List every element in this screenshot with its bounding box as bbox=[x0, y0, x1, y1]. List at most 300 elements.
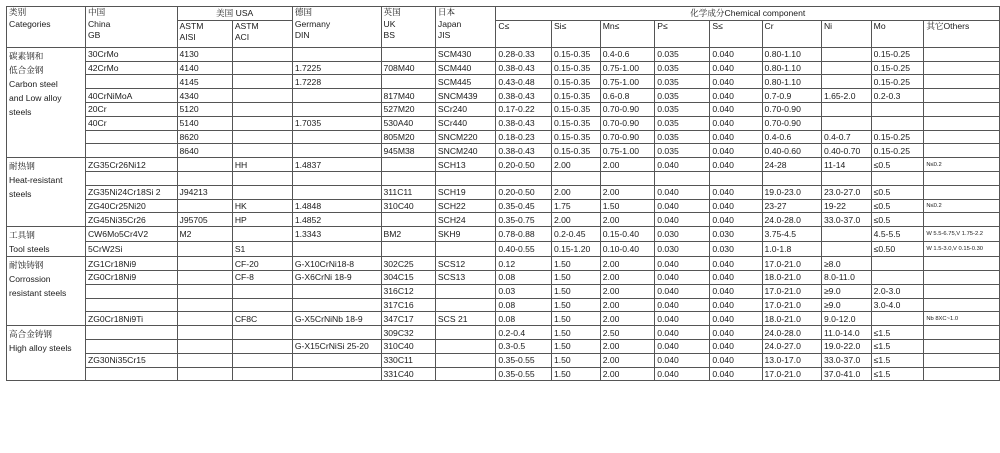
cell-si: 0.15-0.35 bbox=[551, 102, 600, 116]
cell-germany-din: G-X6CrNi 18-9 bbox=[292, 270, 381, 284]
table-row bbox=[7, 47, 1000, 61]
cell-p: 0.035 bbox=[655, 130, 710, 144]
table-row bbox=[7, 89, 1000, 103]
cell-ni bbox=[821, 75, 871, 89]
table-row bbox=[7, 213, 1000, 227]
cell-china-gb: ZG1Cr18Ni9 bbox=[85, 257, 177, 271]
cell-usa-aisi bbox=[177, 298, 232, 312]
cell-mo: 3.0-4.0 bbox=[871, 298, 924, 312]
table-row bbox=[7, 199, 1000, 213]
cell-cr: 17.0-21.0 bbox=[762, 298, 821, 312]
cell-uk-bs: 331C40 bbox=[381, 367, 435, 381]
cell-cr: 23-27 bbox=[762, 199, 821, 213]
cell-usa-aisi bbox=[177, 171, 232, 185]
category-label-line: resistant steels bbox=[9, 288, 67, 299]
cell-mo: ≤1.5 bbox=[871, 339, 924, 353]
cell-p: 0.035 bbox=[655, 47, 710, 61]
cell-s: 0.040 bbox=[710, 284, 762, 298]
table-row bbox=[7, 171, 1000, 185]
cell-mo: 0.15-0.25 bbox=[871, 130, 924, 144]
category-label-line: Heat-resistant bbox=[9, 175, 63, 186]
table-row bbox=[7, 270, 1000, 284]
cell-japan-jis bbox=[435, 367, 495, 381]
cell-germany-din bbox=[292, 89, 381, 103]
cell-cr: 24.0-28.0 bbox=[762, 326, 821, 340]
cell-uk-bs bbox=[381, 171, 435, 185]
cell-c: 0.35-0.55 bbox=[496, 353, 552, 367]
cell-p: 0.040 bbox=[655, 270, 710, 284]
table-row bbox=[7, 367, 1000, 381]
cell-mn: 2.00 bbox=[600, 270, 655, 284]
cell-mo: 0.2-0.3 bbox=[871, 89, 924, 103]
cell-p: 0.040 bbox=[655, 185, 710, 199]
cell-p: 0.035 bbox=[655, 102, 710, 116]
cell-uk-bs: 708M40 bbox=[381, 61, 435, 75]
cell-uk-bs: 805M20 bbox=[381, 130, 435, 144]
table-row bbox=[7, 75, 1000, 89]
table-row bbox=[7, 144, 1000, 158]
cell-c: 0.03 bbox=[496, 284, 552, 298]
cell-japan-jis: SNCM240 bbox=[435, 144, 495, 158]
cell-ni: 19-22 bbox=[821, 199, 871, 213]
cell-usa-aisi: 5140 bbox=[177, 116, 232, 130]
cell-usa-aisi bbox=[177, 242, 232, 257]
cell-usa-aci: HP bbox=[232, 213, 292, 227]
cell-usa-aisi bbox=[177, 367, 232, 381]
category-label-line: Corrossion bbox=[9, 274, 51, 285]
cell-mn: 0.15-0.40 bbox=[600, 227, 655, 242]
cell-c: 0.40-0.55 bbox=[496, 242, 552, 257]
cell-germany-din bbox=[292, 144, 381, 158]
table-row bbox=[7, 298, 1000, 312]
cell-c bbox=[496, 171, 552, 185]
cell-usa-aci bbox=[232, 298, 292, 312]
category-cell bbox=[7, 326, 86, 381]
cell-p: 0.040 bbox=[655, 213, 710, 227]
category-cell bbox=[7, 257, 86, 326]
cell-others bbox=[924, 284, 1000, 298]
cell-cr: 18.0-21.0 bbox=[762, 270, 821, 284]
cell-c: 0.20-0.50 bbox=[496, 185, 552, 199]
cell-cr: 0.4-0.6 bbox=[762, 130, 821, 144]
cell-mn: 2.00 bbox=[600, 158, 655, 172]
cell-china-gb: 40Cr bbox=[85, 116, 177, 130]
cell-mo bbox=[871, 102, 924, 116]
cell-s: 0.040 bbox=[710, 61, 762, 75]
cell-usa-aci bbox=[232, 185, 292, 199]
header-chem-c: C≤ bbox=[496, 20, 552, 47]
cell-uk-bs: 945M38 bbox=[381, 144, 435, 158]
cell-cr: 3.75-4.5 bbox=[762, 227, 821, 242]
cell-s: 0.040 bbox=[710, 89, 762, 103]
cell-usa-aisi: J94213 bbox=[177, 185, 232, 199]
header-usa-astm-aci: ASTM ACI bbox=[232, 20, 292, 47]
cell-s: 0.040 bbox=[710, 158, 762, 172]
cell-s: 0.040 bbox=[710, 199, 762, 213]
cell-usa-aisi: 4145 bbox=[177, 75, 232, 89]
cell-cr: 17.0-21.0 bbox=[762, 284, 821, 298]
cell-uk-bs: 304C15 bbox=[381, 270, 435, 284]
cell-cr: 24.0-27.0 bbox=[762, 339, 821, 353]
category-label-line: and Low alloy bbox=[9, 92, 62, 103]
cell-china-gb bbox=[85, 284, 177, 298]
cell-germany-din bbox=[292, 284, 381, 298]
cell-p: 0.040 bbox=[655, 312, 710, 326]
category-cell bbox=[7, 227, 86, 257]
cell-germany-din bbox=[292, 242, 381, 257]
steel-grades-table bbox=[6, 6, 1000, 381]
cell-s: 0.040 bbox=[710, 270, 762, 284]
cell-c: 0.20-0.50 bbox=[496, 158, 552, 172]
cell-japan-jis: SCr440 bbox=[435, 116, 495, 130]
cell-p: 0.035 bbox=[655, 75, 710, 89]
cell-c: 0.2-0.4 bbox=[496, 326, 552, 340]
cell-others bbox=[924, 367, 1000, 381]
cell-usa-aisi bbox=[177, 199, 232, 213]
header-chemical-component: 化学成分Chemical component bbox=[496, 7, 1000, 21]
table-row bbox=[7, 339, 1000, 353]
cell-mn: 0.75-1.00 bbox=[600, 61, 655, 75]
cell-china-gb bbox=[85, 75, 177, 89]
cell-japan-jis: SCS12 bbox=[435, 257, 495, 271]
cell-mo: ≤1.5 bbox=[871, 367, 924, 381]
cell-uk-bs: BM2 bbox=[381, 227, 435, 242]
cell-c: 0.08 bbox=[496, 298, 552, 312]
table-row bbox=[7, 185, 1000, 199]
cell-si: 1.50 bbox=[551, 312, 600, 326]
cell-cr: 0.70-0.90 bbox=[762, 116, 821, 130]
cell-c: 0.78-0.88 bbox=[496, 227, 552, 242]
cell-ni: 11-14 bbox=[821, 158, 871, 172]
cell-c: 0.08 bbox=[496, 270, 552, 284]
cell-germany-din: G-X5CrNiNb 18-9 bbox=[292, 312, 381, 326]
table-body bbox=[7, 47, 1000, 381]
cell-china-gb: 20Cr bbox=[85, 102, 177, 116]
cell-japan-jis: SNCM220 bbox=[435, 130, 495, 144]
table-row bbox=[7, 284, 1000, 298]
cell-china-gb bbox=[85, 367, 177, 381]
category-label-line: steels bbox=[9, 106, 32, 117]
cell-mn: 0.4-0.6 bbox=[600, 47, 655, 61]
cell-si: 1.50 bbox=[551, 367, 600, 381]
category-label-line: 耐热钢 bbox=[9, 161, 35, 172]
cell-uk-bs: 302C25 bbox=[381, 257, 435, 271]
cell-germany-din bbox=[292, 367, 381, 381]
cell-japan-jis: SCM430 bbox=[435, 47, 495, 61]
header-usa: 美国 USA bbox=[177, 7, 292, 21]
cell-germany-din: G-X15CrNiSi 25-20 bbox=[292, 339, 381, 353]
cell-s: 0.040 bbox=[710, 144, 762, 158]
cell-mn: 0.70-0.90 bbox=[600, 116, 655, 130]
cell-others bbox=[924, 130, 1000, 144]
cell-cr: 24-28 bbox=[762, 158, 821, 172]
header-japan: 日本 Japan JIS bbox=[435, 7, 495, 48]
cell-others bbox=[924, 89, 1000, 103]
category-label-line: Carbon steel bbox=[9, 78, 58, 89]
category-label-line: 耐蚀铸钢 bbox=[9, 260, 44, 271]
cell-ni: 33.0-37.0 bbox=[821, 353, 871, 367]
cell-usa-aisi bbox=[177, 312, 232, 326]
cell-p: 0.040 bbox=[655, 199, 710, 213]
cell-mo: 0.15-0.25 bbox=[871, 144, 924, 158]
cell-others bbox=[924, 185, 1000, 199]
category-cell bbox=[7, 158, 86, 227]
cell-mn: 2.00 bbox=[600, 339, 655, 353]
cell-ni bbox=[821, 171, 871, 185]
cell-usa-aci bbox=[232, 171, 292, 185]
cell-mo bbox=[871, 270, 924, 284]
cell-mn: 2.00 bbox=[600, 185, 655, 199]
cell-uk-bs: 309C32 bbox=[381, 326, 435, 340]
cell-china-gb bbox=[85, 298, 177, 312]
header-germany: 德国 Germany DIN bbox=[292, 7, 381, 48]
cell-mn: 1.50 bbox=[600, 199, 655, 213]
category-cell bbox=[7, 47, 86, 157]
cell-uk-bs bbox=[381, 158, 435, 172]
header-chem-s: S≤ bbox=[710, 20, 762, 47]
cell-ni: 37.0-41.0 bbox=[821, 367, 871, 381]
cell-usa-aisi: 5120 bbox=[177, 102, 232, 116]
cell-germany-din: 1.7228 bbox=[292, 75, 381, 89]
cell-usa-aisi: 8640 bbox=[177, 144, 232, 158]
cell-uk-bs bbox=[381, 75, 435, 89]
cell-china-gb bbox=[85, 144, 177, 158]
cell-china-gb: ZG0Cr18Ni9 bbox=[85, 270, 177, 284]
cell-mn: 2.00 bbox=[600, 312, 655, 326]
cell-usa-aisi bbox=[177, 353, 232, 367]
cell-mn: 2.50 bbox=[600, 326, 655, 340]
cell-usa-aci bbox=[232, 326, 292, 340]
cell-china-gb: 30CrMo bbox=[85, 47, 177, 61]
cell-mo: 4.5-5.5 bbox=[871, 227, 924, 242]
cell-others bbox=[924, 326, 1000, 340]
cell-uk-bs: 817M40 bbox=[381, 89, 435, 103]
cell-mo bbox=[871, 257, 924, 271]
cell-ni: ≥8.0 bbox=[821, 257, 871, 271]
cell-c: 0.28-0.33 bbox=[496, 47, 552, 61]
cell-japan-jis: SCS 21 bbox=[435, 312, 495, 326]
cell-ni: 1.65-2.0 bbox=[821, 89, 871, 103]
cell-usa-aci bbox=[232, 116, 292, 130]
cell-ni: 33.0-37.0 bbox=[821, 213, 871, 227]
cell-p: 0.030 bbox=[655, 242, 710, 257]
cell-japan-jis: SCr240 bbox=[435, 102, 495, 116]
cell-c: 0.3-0.5 bbox=[496, 339, 552, 353]
cell-others bbox=[924, 61, 1000, 75]
cell-usa-aisi bbox=[177, 158, 232, 172]
cell-mn: 0.10-0.40 bbox=[600, 242, 655, 257]
cell-uk-bs: 310C40 bbox=[381, 199, 435, 213]
cell-usa-aci: HH bbox=[232, 158, 292, 172]
cell-china-gb: CW6Mo5Cr4V2 bbox=[85, 227, 177, 242]
category-label-line: 高合金铸钢 bbox=[9, 329, 52, 340]
cell-uk-bs: 311C11 bbox=[381, 185, 435, 199]
cell-germany-din bbox=[292, 326, 381, 340]
cell-ni: 23.0-27.0 bbox=[821, 185, 871, 199]
cell-germany-din bbox=[292, 353, 381, 367]
cell-ni: 19.0-22.0 bbox=[821, 339, 871, 353]
cell-china-gb: 5CrW2Si bbox=[85, 242, 177, 257]
cell-uk-bs bbox=[381, 47, 435, 61]
cell-mn: 0.75-1.00 bbox=[600, 75, 655, 89]
cell-japan-jis: SCH22 bbox=[435, 199, 495, 213]
header-chem-mn: Mn≤ bbox=[600, 20, 655, 47]
cell-cr: 0.80-1.10 bbox=[762, 61, 821, 75]
cell-si: 0.15-0.35 bbox=[551, 61, 600, 75]
cell-si: 0.2-0.45 bbox=[551, 227, 600, 242]
cell-mo: ≤1.5 bbox=[871, 353, 924, 367]
cell-japan-jis bbox=[435, 353, 495, 367]
cell-usa-aisi: 4340 bbox=[177, 89, 232, 103]
cell-si: 2.00 bbox=[551, 185, 600, 199]
cell-japan-jis: SCH19 bbox=[435, 185, 495, 199]
cell-japan-jis: SCM440 bbox=[435, 61, 495, 75]
cell-china-gb bbox=[85, 130, 177, 144]
cell-others bbox=[924, 144, 1000, 158]
cell-mn: 2.00 bbox=[600, 213, 655, 227]
cell-si: 0.15-1.20 bbox=[551, 242, 600, 257]
cell-s: 0.030 bbox=[710, 242, 762, 257]
cell-mn: 2.00 bbox=[600, 353, 655, 367]
cell-uk-bs: 317C16 bbox=[381, 298, 435, 312]
cell-c: 0.12 bbox=[496, 257, 552, 271]
cell-mo: ≤0.5 bbox=[871, 158, 924, 172]
cell-china-gb bbox=[85, 339, 177, 353]
cell-china-gb bbox=[85, 326, 177, 340]
cell-ni: 0.4-0.7 bbox=[821, 130, 871, 144]
cell-japan-jis bbox=[435, 171, 495, 185]
header-china: 中国 China GB bbox=[85, 7, 177, 48]
cell-p: 0.040 bbox=[655, 353, 710, 367]
cell-c: 0.38-0.43 bbox=[496, 144, 552, 158]
cell-usa-aci: CF-20 bbox=[232, 257, 292, 271]
table-row bbox=[7, 102, 1000, 116]
cell-p: 0.040 bbox=[655, 257, 710, 271]
cell-germany-din bbox=[292, 47, 381, 61]
cell-china-gb: ZG35Ni24Cr18Si 2 bbox=[85, 185, 177, 199]
cell-others: N≤0.2 bbox=[924, 158, 1000, 172]
cell-mn: 2.00 bbox=[600, 367, 655, 381]
cell-germany-din: 1.3343 bbox=[292, 227, 381, 242]
table-row bbox=[7, 227, 1000, 242]
cell-germany-din: 1.7225 bbox=[292, 61, 381, 75]
header-chem-si: Si≤ bbox=[551, 20, 600, 47]
cell-ni bbox=[821, 47, 871, 61]
cell-c: 0.38-0.43 bbox=[496, 61, 552, 75]
cell-japan-jis bbox=[435, 284, 495, 298]
cell-ni: 8.0-11.0 bbox=[821, 270, 871, 284]
cell-usa-aci bbox=[232, 339, 292, 353]
cell-usa-aci bbox=[232, 144, 292, 158]
header-chem-others: 其它Others bbox=[924, 20, 1000, 47]
cell-c: 0.08 bbox=[496, 312, 552, 326]
header-chem-ni: Ni bbox=[821, 20, 871, 47]
cell-ni: 11.0-14.0 bbox=[821, 326, 871, 340]
table-row bbox=[7, 61, 1000, 75]
cell-germany-din: G-X10CrNi18-8 bbox=[292, 257, 381, 271]
cell-usa-aisi bbox=[177, 270, 232, 284]
cell-germany-din bbox=[292, 171, 381, 185]
cell-usa-aisi bbox=[177, 284, 232, 298]
cell-japan-jis: SCH24 bbox=[435, 213, 495, 227]
cell-cr: 13.0-17.0 bbox=[762, 353, 821, 367]
table-row bbox=[7, 326, 1000, 340]
cell-japan-jis bbox=[435, 298, 495, 312]
cell-germany-din: 1.4852 bbox=[292, 213, 381, 227]
cell-usa-aisi: 4140 bbox=[177, 61, 232, 75]
cell-c: 0.17-0.22 bbox=[496, 102, 552, 116]
table-row bbox=[7, 257, 1000, 271]
cell-cr: 24.0-28.0 bbox=[762, 213, 821, 227]
cell-others: N≤0.2 bbox=[924, 199, 1000, 213]
cell-china-gb: 42CrMo bbox=[85, 61, 177, 75]
cell-c: 0.43-0.48 bbox=[496, 75, 552, 89]
table-row bbox=[7, 130, 1000, 144]
cell-ni bbox=[821, 242, 871, 257]
cell-usa-aci bbox=[232, 89, 292, 103]
cell-others: Nb 8XC~1.0 bbox=[924, 312, 1000, 326]
cell-mo: ≤0.5 bbox=[871, 185, 924, 199]
cell-p: 0.035 bbox=[655, 116, 710, 130]
cell-others: W 1.5-3.0,V 0.15-0.30 bbox=[924, 242, 1000, 257]
cell-si: 2.00 bbox=[551, 158, 600, 172]
cell-germany-din bbox=[292, 130, 381, 144]
cell-others: W 5.5-6.75,V 1.75-2.2 bbox=[924, 227, 1000, 242]
cell-p: 0.040 bbox=[655, 158, 710, 172]
cell-germany-din: 1.4837 bbox=[292, 158, 381, 172]
cell-germany-din bbox=[292, 102, 381, 116]
cell-s: 0.040 bbox=[710, 326, 762, 340]
cell-others bbox=[924, 102, 1000, 116]
cell-si: 1.50 bbox=[551, 339, 600, 353]
cell-mo: ≤0.5 bbox=[871, 199, 924, 213]
cell-si: 1.50 bbox=[551, 353, 600, 367]
cell-cr: 0.80-1.10 bbox=[762, 75, 821, 89]
cell-p: 0.040 bbox=[655, 298, 710, 312]
cell-p bbox=[655, 171, 710, 185]
cell-s: 0.040 bbox=[710, 102, 762, 116]
cell-c: 0.38-0.43 bbox=[496, 116, 552, 130]
cell-usa-aisi bbox=[177, 339, 232, 353]
cell-ni bbox=[821, 61, 871, 75]
cell-cr: 0.7-0.9 bbox=[762, 89, 821, 103]
cell-uk-bs: 330C11 bbox=[381, 353, 435, 367]
cell-others bbox=[924, 257, 1000, 271]
cell-s: 0.040 bbox=[710, 353, 762, 367]
cell-p: 0.040 bbox=[655, 367, 710, 381]
cell-mn: 0.6-0.8 bbox=[600, 89, 655, 103]
table-row bbox=[7, 353, 1000, 367]
cell-s: 0.040 bbox=[710, 298, 762, 312]
cell-mn: 0.70-0.90 bbox=[600, 130, 655, 144]
cell-usa-aci: HK bbox=[232, 199, 292, 213]
header-chem-p: P≤ bbox=[655, 20, 710, 47]
cell-mn: 0.75-1.00 bbox=[600, 144, 655, 158]
cell-usa-aci bbox=[232, 130, 292, 144]
cell-others bbox=[924, 75, 1000, 89]
cell-germany-din: 1.4848 bbox=[292, 199, 381, 213]
cell-cr: 0.40-0.60 bbox=[762, 144, 821, 158]
cell-germany-din: 1.7035 bbox=[292, 116, 381, 130]
table-row bbox=[7, 242, 1000, 257]
cell-cr: 17.0-21.0 bbox=[762, 367, 821, 381]
cell-others bbox=[924, 339, 1000, 353]
header-uk: 英国 UK BS bbox=[381, 7, 435, 48]
category-label-line: High alloy steels bbox=[9, 343, 72, 354]
cell-mo: ≤0.5 bbox=[871, 213, 924, 227]
cell-ni: 0.40-0.70 bbox=[821, 144, 871, 158]
cell-others bbox=[924, 47, 1000, 61]
